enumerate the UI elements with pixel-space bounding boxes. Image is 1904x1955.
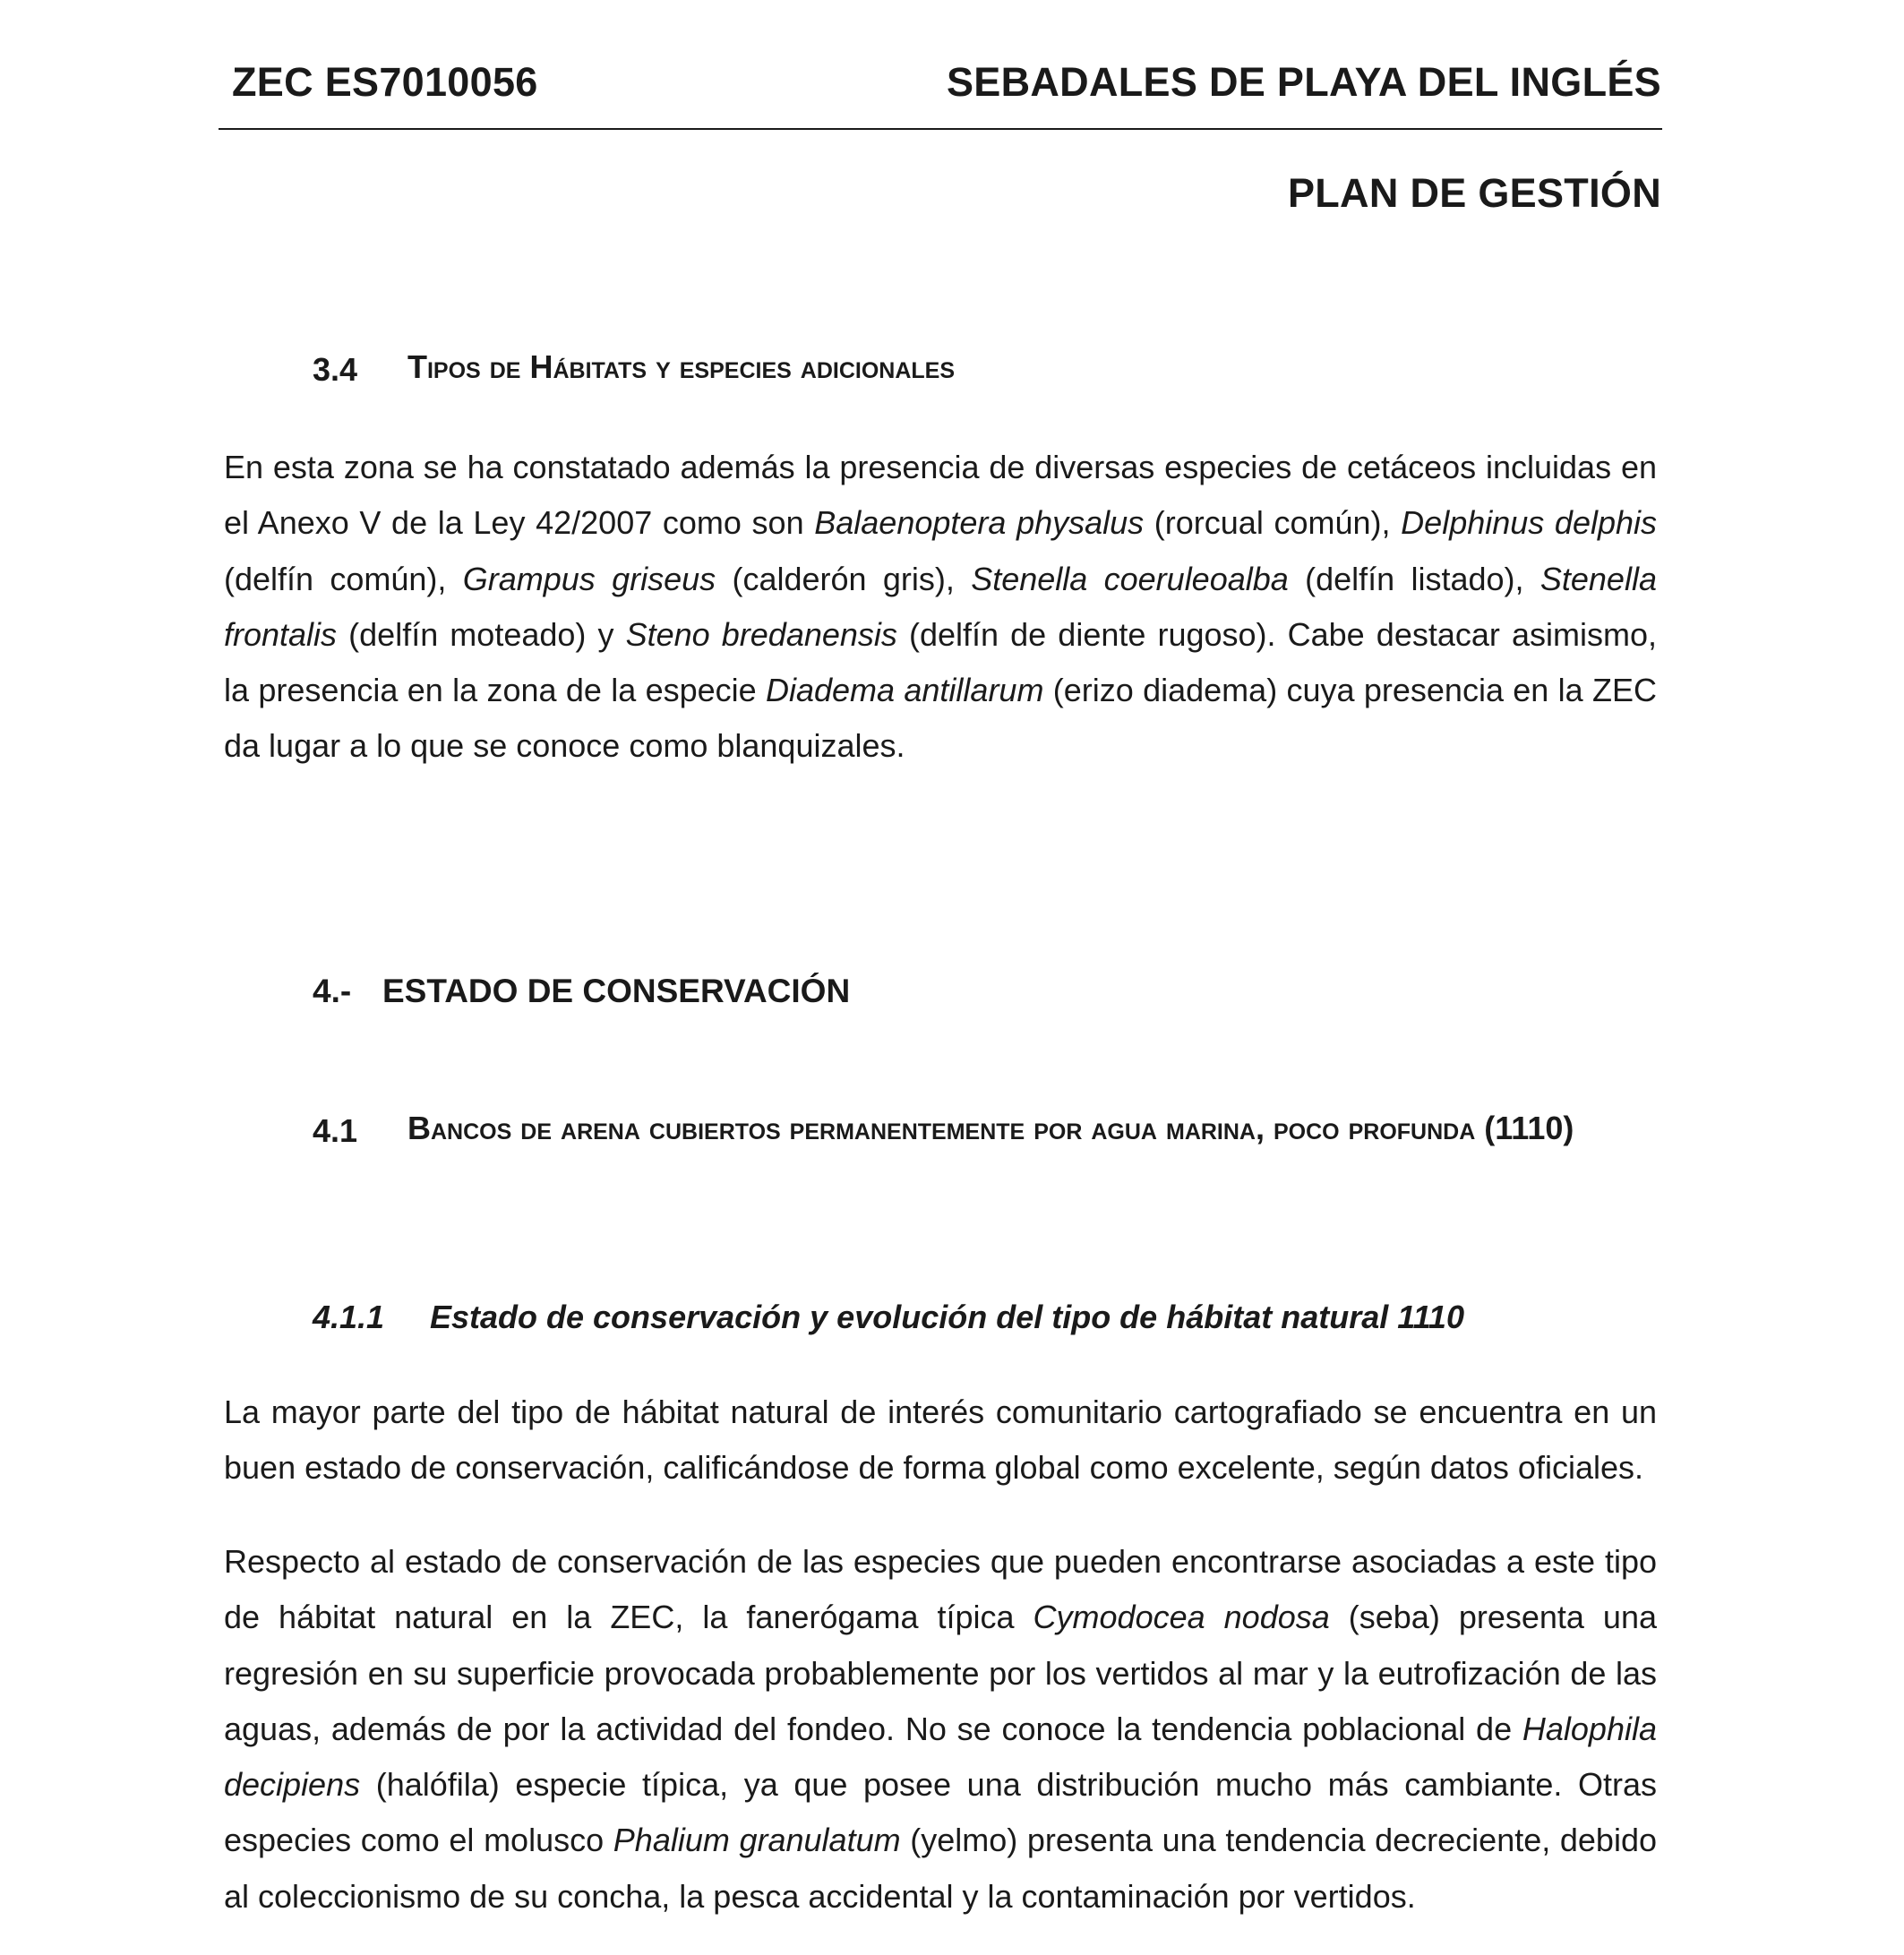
heading-4-1-1-number: 4.1.1: [313, 1299, 385, 1335]
header-site-code: ZEC ES7010056: [232, 59, 538, 105]
heading-4-1-title: Bancos de arena cubiertos permanentemente por agua marina, poco profunda (1110): [407, 1110, 1574, 1146]
header-site-name: SEBADALES DE PLAYA DEL INGLÉS: [946, 59, 1661, 105]
heading-4-number: 4.-: [313, 973, 352, 1009]
paragraph-text: (delfín de diente rugoso). Cabe destacar asimismo, la presencia en la zona de la especie: [224, 615, 1657, 709]
paragraph-4-1-1-a: [224, 1385, 1657, 1496]
species-name: Steno bredanensis: [625, 615, 897, 653]
paragraph-text: (calderón gris),: [716, 560, 972, 597]
species-name: Cymodocea nodosa: [1033, 1599, 1330, 1636]
species-name: Stenella coeruleoalba: [971, 560, 1289, 597]
heading-4-title: ESTADO DE CONSERVACIÓN: [382, 973, 851, 1009]
paragraph-text: (seba) presenta una regresión en su superficie provocada probablemente por los vertidos al mar y la eutrofización de las aguas, además de por la actividad del fondeo. No se conoce la tendencia poblacional de: [224, 1599, 1657, 1747]
paragraph-4-1-1-b: [224, 1534, 1657, 1925]
paragraph-text: (rorcual común),: [1144, 504, 1402, 542]
header-document-type: PLAN DE GESTIÓN: [1287, 170, 1661, 216]
paragraph-text: (yelmo) presenta una tendencia decreciente, debido al coleccionismo de su concha, la pesca accidental y la contaminación por vertidos.: [224, 1822, 1657, 1915]
paragraph-text: (delfín listado),: [1288, 560, 1540, 597]
paragraph-text: La mayor parte del tipo de hábitat natural de interés comunitario cartografiado se encuentra en un buen estado de conservación, calificándose de forma global como excelente, según datos oficiales.: [224, 1393, 1657, 1487]
species-name: Delphinus delphis: [1401, 504, 1658, 542]
paragraph-text: (delfín común),: [224, 560, 463, 597]
species-name: Stenella frontalis: [224, 560, 1657, 653]
paragraph-text: Respecto al estado de conservación de las especies que pueden encontrarse asociadas a este tipo de hábitat natural en la ZEC, la fanerógama típica: [224, 1543, 1657, 1636]
paragraph-text: (delfín moteado) y: [337, 615, 626, 653]
paragraph-text: (erizo diadema) cuya presencia en la ZEC da lugar a lo que se conoce como blanquizales.: [224, 672, 1657, 765]
heading-4-1-number: 4.1: [313, 1112, 358, 1149]
heading-3-4-number: 3.4: [313, 351, 358, 388]
species-name: Diadema antillarum: [765, 672, 1044, 709]
heading-4-1-1-title: Estado de conservación y evolución del tipo de hábitat natural 1110: [430, 1299, 1464, 1335]
header-divider: [219, 128, 1662, 130]
paragraph-3-4: [224, 440, 1657, 775]
species-name: Grampus griseus: [462, 560, 716, 597]
paragraph-text: En esta zona se ha constatado además la presencia de diversas especies de cetáceos incluidas en el Anexo V de la Ley 42/2007 como son: [224, 449, 1657, 542]
species-name: Halophila decipiens: [224, 1710, 1657, 1804]
paragraph-text: (halófila) especie típica, ya que posee una distribución mucho más cambiante. Otras especies como el molusco: [224, 1766, 1657, 1859]
species-name: Balaenoptera physalus: [814, 504, 1145, 542]
species-name: Phalium granulatum: [613, 1822, 901, 1859]
heading-3-4-title: Tipos de Hábitats y especies adicionales: [407, 348, 956, 385]
